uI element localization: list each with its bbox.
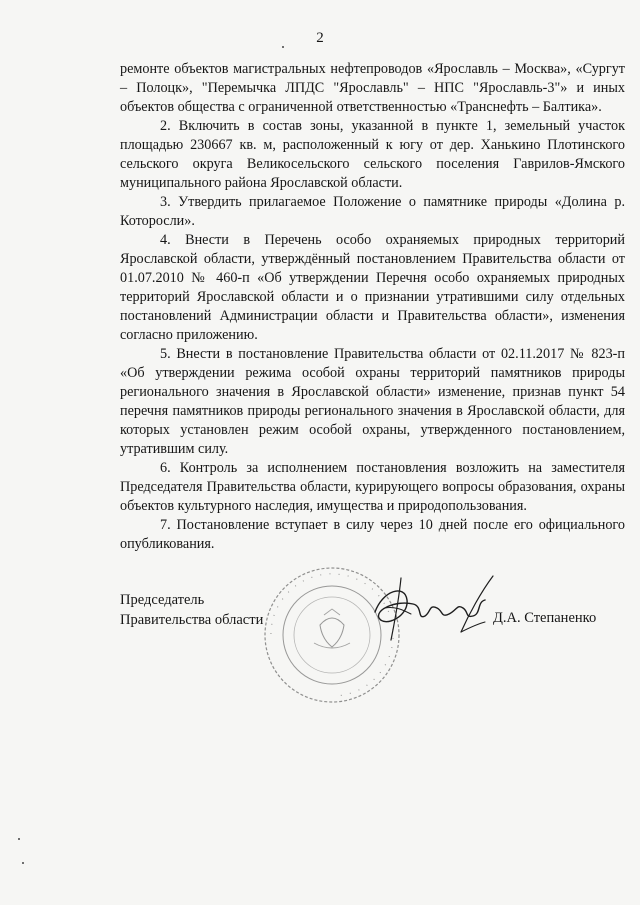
paragraph-4: 4. Внести в Перечень особо охраняемых природных территорий Ярославской области, утверждённый постановлением Правительства области от 01.07.2010 № 460-п «Об утверждении Перечня особо охраняемых природных территорий Ярославской области и о признании утратившими силу отдельных постановлений Администрации области и Правительства области», изменения согласно приложению.	[120, 232, 625, 343]
signatory-title	[120, 590, 263, 630]
paragraph-7: 7. Постановление вступает в силу через 10 дней после его официального опубликования.	[120, 517, 625, 552]
signatory-title-line-1: Председатель	[120, 592, 205, 608]
paragraph-3: 3. Утвердить прилагаемое Положение о памятнике природы «Долина р. Которосли».	[120, 194, 625, 229]
scan-speck	[22, 862, 24, 864]
page-number: 2	[316, 30, 324, 46]
paragraph-2: 2. Включить в состав зоны, указанной в пункте 1, земельный участок площадью 230667 кв. м, расположенный к югу от дер. Ханькино Плотинского сельского округа Великосельского сельского поселения Гаврилов-Ямского муниципального района Ярославской области.	[120, 118, 625, 191]
paragraph-6: 6. Контроль за исполнением постановления возложить на заместителя Председателя Правительства области, курирующего вопросы образования, охраны объектов культурного наследия, имущества и природопользования.	[120, 460, 625, 514]
signatory-title-line-2: Правительства области	[120, 612, 264, 628]
paragraph-5: 5. Внести в постановление Правительства области от 02.11.2017 № 823-п «Об утверждении режима особой охраны территорий памятников природы регионального значения в Ярославской области» изменение, признав пункт 54 перечня памятников природы регионального значения в Ярославской области, для которых установлен режим особой охраны, утвержденного постановлением, утратившим силу.	[120, 346, 625, 457]
signatory-name: Д.А. Степаненко	[493, 610, 597, 626]
scan-speck	[282, 46, 284, 48]
document-body	[120, 60, 625, 554]
paragraph-1-continuation: ремонте объектов магистральных нефтепроводов «Ярославль – Москва», «Сургут – Полоцк», "Перемычка ЛПДС "Ярославль" – НПС "Ярославль-3"» и иных объектов общества с ограниченной ответственностью «Транснефть – Балтика».	[120, 61, 625, 115]
scan-speck	[18, 838, 20, 840]
svg-text:· · · · · · · · · · · · · · ·: · · · · · · · · · · · · · · · · · · · · · · · · · · · · · · ·	[266, 569, 398, 700]
handwritten-signature-icon	[365, 570, 505, 645]
